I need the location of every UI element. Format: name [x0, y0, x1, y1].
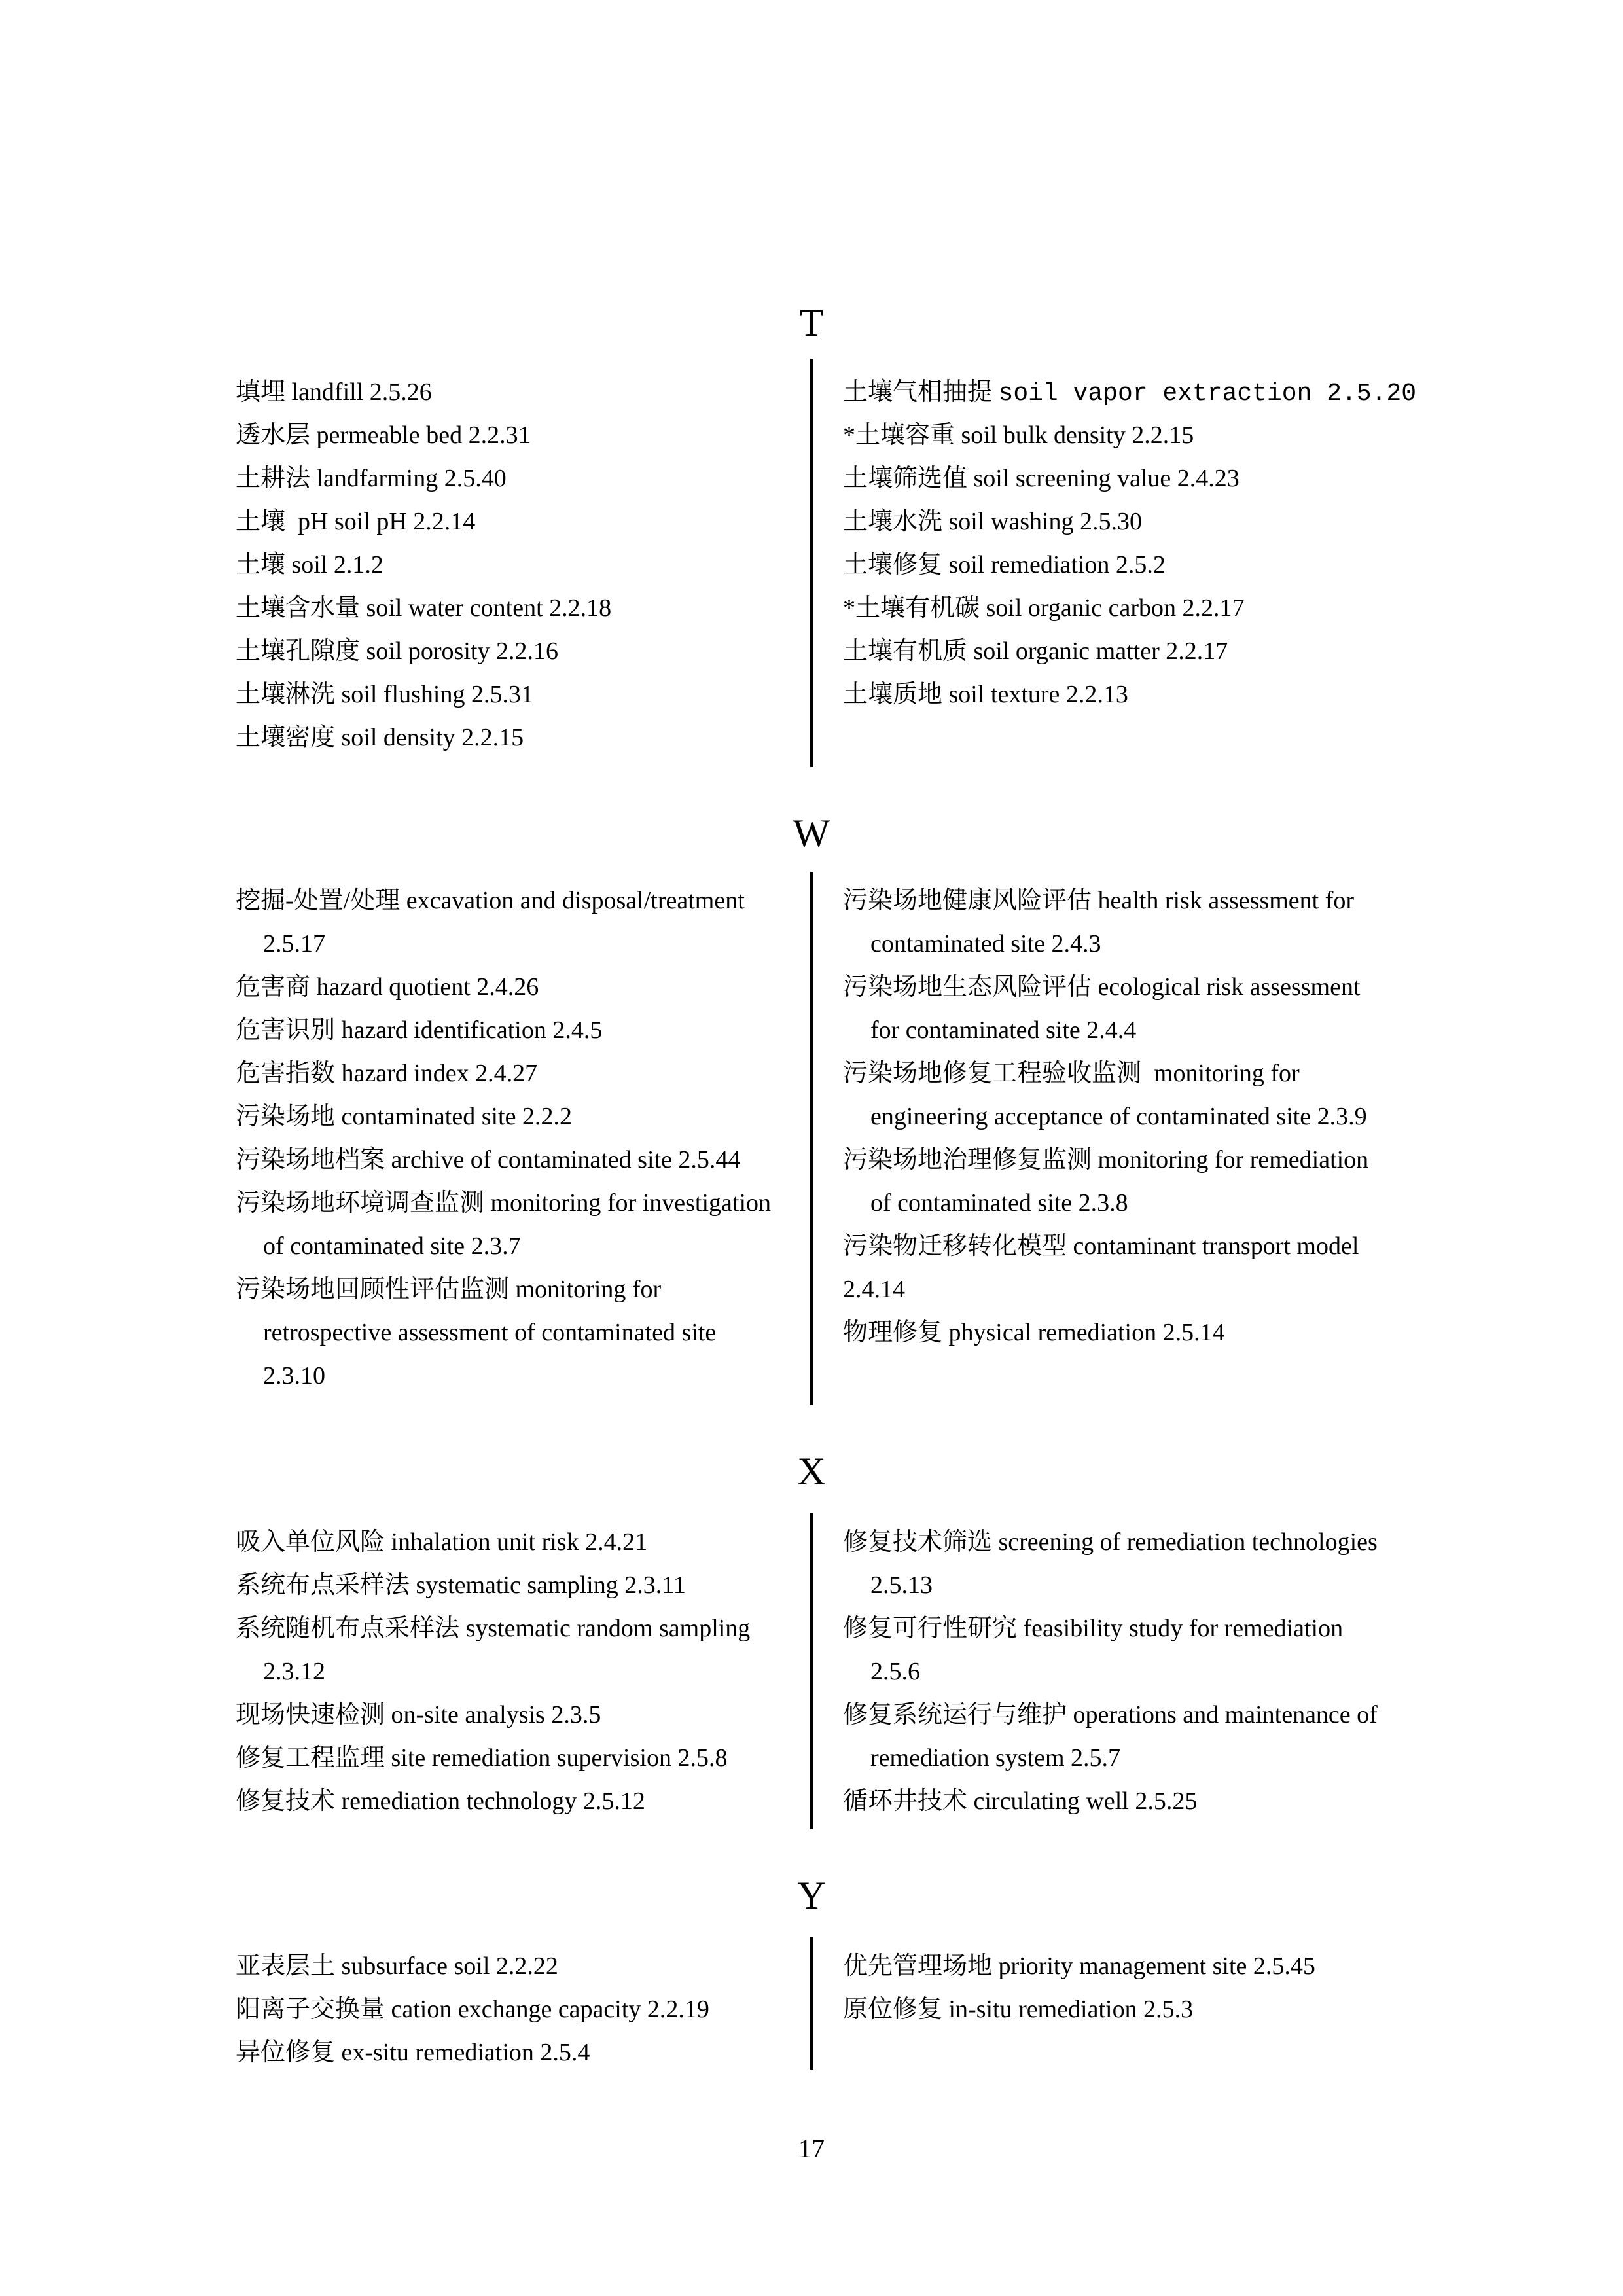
index-entry-line [843, 1945, 1622, 1988]
section-heading-X: X [797, 1450, 826, 1493]
entry-text: 吸入单位风险 inhalation unit risk 2.4.21 [236, 1528, 648, 1556]
index-entry-line [236, 1607, 812, 1650]
index-entry-line [236, 370, 812, 414]
entry-text: 污染场地修复工程验收监测 monitoring for [843, 1060, 1300, 1087]
index-entry-line [843, 879, 1622, 922]
index-entry-line [236, 922, 812, 965]
entry-text: 系统随机布点采样法 systematic random sampling [236, 1615, 751, 1642]
index-entry-line [843, 1520, 1622, 1564]
index-entry-line [236, 1520, 812, 1564]
entry-text: 污染场地环境调查监测 monitoring for investigation [236, 1189, 772, 1217]
index-entry-line [236, 965, 812, 1009]
entry-text: 危害识别 hazard identification 2.4.5 [236, 1016, 603, 1044]
entry-text: contaminated site 2.4.3 [870, 930, 1101, 958]
index-entry-line [236, 630, 812, 673]
entry-text: 挖掘-处置/处理 excavation and disposal/treatment [236, 887, 745, 914]
index-entry-line [843, 1009, 1622, 1052]
index-entry-line [843, 1780, 1622, 1823]
index-entry-line [843, 630, 1622, 673]
index-entry-line [236, 1945, 812, 1988]
index-entry-line [236, 1564, 812, 1607]
index-entry-line [236, 1650, 812, 1693]
entry-text: 土壤密度 soil density 2.2.15 [236, 724, 524, 751]
index-entry-line [843, 1311, 1622, 1354]
index-entry-line [843, 543, 1622, 586]
index-entry-line [236, 543, 812, 586]
entry-text: 修复工程监理 site remediation supervision 2.5.8 [236, 1744, 728, 1772]
index-entry-line [843, 1268, 1622, 1311]
entry-text: 循环井技术 circulating well 2.5.25 [843, 1787, 1198, 1815]
index-entry-line [236, 1009, 812, 1052]
entry-text: 污染场地 contaminated site 2.2.2 [236, 1103, 572, 1130]
index-entry-line [843, 1564, 1622, 1607]
entry-text: 透水层 permeable bed 2.2.31 [236, 422, 531, 449]
index-entry-line [236, 1988, 812, 2031]
index-entry-line [843, 1607, 1622, 1650]
entry-text: 现场快速检测 on-site analysis 2.3.5 [236, 1701, 601, 1729]
entry-text: 污染场地治理修复监测 monitoring for remediation [843, 1146, 1369, 1174]
index-column-right-X [843, 1520, 1622, 1823]
entry-text: 土壤质地 soil texture 2.2.13 [843, 681, 1128, 708]
index-entry-line [236, 1181, 812, 1225]
index-entry-line [236, 1052, 812, 1095]
index-entry-line [236, 716, 812, 759]
entry-text: 填埋 landfill 2.5.26 [236, 378, 432, 406]
index-entry-line [236, 1780, 812, 1823]
entry-text-mono: soil vapor extraction 2.5.20 [998, 380, 1417, 408]
entry-text: 修复技术 remediation technology 2.5.12 [236, 1787, 645, 1815]
index-entry-line [236, 1311, 812, 1354]
entry-text: 污染场地生态风险评估 ecological risk assessment [843, 973, 1361, 1001]
entry-text: 物理修复 physical remediation 2.5.14 [843, 1319, 1225, 1346]
entry-text: remediation system 2.5.7 [870, 1744, 1121, 1772]
entry-text: of contaminated site 2.3.8 [870, 1189, 1128, 1217]
index-entry-line [843, 457, 1622, 500]
entry-text: 2.4.14 [843, 1276, 905, 1303]
index-entry-line [236, 1268, 812, 1311]
index-entry-line [236, 673, 812, 716]
index-entry-line [236, 586, 812, 630]
entry-text: 原位修复 in-situ remediation 2.5.3 [843, 1996, 1194, 2023]
index-entry-line [843, 414, 1622, 457]
index-entry-line [236, 2031, 812, 2074]
entry-text: 污染场地档案 archive of contaminated site 2.5.44 [236, 1146, 741, 1174]
entry-text: 污染物迁移转化模型 contaminant transport model [843, 1232, 1359, 1260]
index-entry-line [236, 414, 812, 457]
entry-text: 优先管理场地 priority management site 2.5.45 [843, 1952, 1315, 1980]
entry-text: 系统布点采样法 systematic sampling 2.3.11 [236, 1571, 686, 1599]
entry-text: 土壤孔隙度 soil porosity 2.2.16 [236, 637, 558, 665]
index-entry-line [843, 586, 1622, 630]
index-entry-line [236, 1693, 812, 1736]
section-heading-T: T [799, 301, 824, 344]
entry-text: 修复系统运行与维护 operations and maintenance of [843, 1701, 1378, 1729]
index-entry-line [843, 1650, 1622, 1693]
section-heading-W: W [793, 812, 830, 855]
entry-text: 2.5.6 [870, 1658, 920, 1685]
entry-text: 土耕法 landfarming 2.5.40 [236, 465, 507, 492]
entry-text: 土壤水洗 soil washing 2.5.30 [843, 508, 1143, 535]
entry-text: 土壤气相抽提 [843, 378, 999, 406]
entry-text: 污染场地回顾性评估监测 monitoring for [236, 1276, 662, 1303]
index-entry-line [843, 1693, 1622, 1736]
entry-text: 土壤 pH soil pH 2.2.14 [236, 508, 476, 535]
entry-text: 2.3.10 [263, 1362, 325, 1390]
entry-text: 污染场地健康风险评估 health risk assessment for [843, 887, 1355, 914]
index-entry-line [843, 1736, 1622, 1780]
entry-text: 危害商 hazard quotient 2.4.26 [236, 973, 539, 1001]
entry-text: 阳离子交换量 cation exchange capacity 2.2.19 [236, 1996, 709, 2023]
entry-text: for contaminated site 2.4.4 [870, 1016, 1137, 1044]
index-column-right-Y [843, 1945, 1622, 2031]
entry-text: 异位修复 ex-situ remediation 2.5.4 [236, 2039, 590, 2066]
index-entry-line [236, 1095, 812, 1138]
entry-text: 修复可行性研究 feasibility study for remediation [843, 1615, 1344, 1642]
index-entry-line [236, 879, 812, 922]
index-entry-line [843, 1095, 1622, 1138]
entry-text: 2.3.12 [263, 1658, 325, 1685]
index-entry-line [843, 922, 1622, 965]
entry-text: *土壤容重 soil bulk density 2.2.15 [843, 422, 1194, 449]
index-entry-line [843, 1225, 1622, 1268]
index-entry-line [843, 500, 1622, 543]
entry-text: 土壤修复 soil remediation 2.5.2 [843, 551, 1166, 579]
index-entry-line [236, 1225, 812, 1268]
index-entry-line [236, 1736, 812, 1780]
index-column-left-X [236, 1520, 812, 1823]
index-entry-line [236, 1354, 812, 1397]
index-column-right-T [843, 370, 1622, 716]
index-column-right-W [843, 879, 1622, 1354]
entry-text: 土壤含水量 soil water content 2.2.18 [236, 594, 612, 622]
index-entry-line [236, 457, 812, 500]
entry-text: 土壤筛选值 soil screening value 2.4.23 [843, 465, 1240, 492]
entry-text: 修复技术筛选 screening of remediation technologies [843, 1528, 1378, 1556]
index-column-left-T [236, 370, 812, 759]
entry-text: 亚表层土 subsurface soil 2.2.22 [236, 1952, 558, 1980]
index-entry-line [843, 1052, 1622, 1095]
entry-text: retrospective assessment of contaminated site [263, 1319, 717, 1346]
entry-text: 2.5.17 [263, 930, 325, 958]
entry-text: *土壤有机碳 soil organic carbon 2.2.17 [843, 594, 1245, 622]
index-entry-line [236, 500, 812, 543]
index-column-left-Y [236, 1945, 812, 2074]
index-entry-line [843, 1138, 1622, 1181]
entry-text: 土壤淋洗 soil flushing 2.5.31 [236, 681, 533, 708]
entry-text: 2.5.13 [870, 1571, 933, 1599]
entry-text: 土壤 soil 2.1.2 [236, 551, 383, 579]
index-entry-line [843, 1988, 1622, 2031]
index-entry-line [843, 965, 1622, 1009]
index-column-left-W [236, 879, 812, 1397]
index-entry-line [236, 1138, 812, 1181]
index-entry-line [843, 1181, 1622, 1225]
index-entry-line [843, 673, 1622, 716]
entry-text: of contaminated site 2.3.7 [263, 1232, 521, 1260]
page-number: 17 [798, 2134, 825, 2163]
section-heading-Y: Y [797, 1874, 826, 1917]
entry-text: 危害指数 hazard index 2.4.27 [236, 1060, 538, 1087]
index-entry-line [843, 370, 1622, 414]
entry-text: 土壤有机质 soil organic matter 2.2.17 [843, 637, 1228, 665]
entry-text: engineering acceptance of contaminated site 2.3.9 [870, 1103, 1367, 1130]
